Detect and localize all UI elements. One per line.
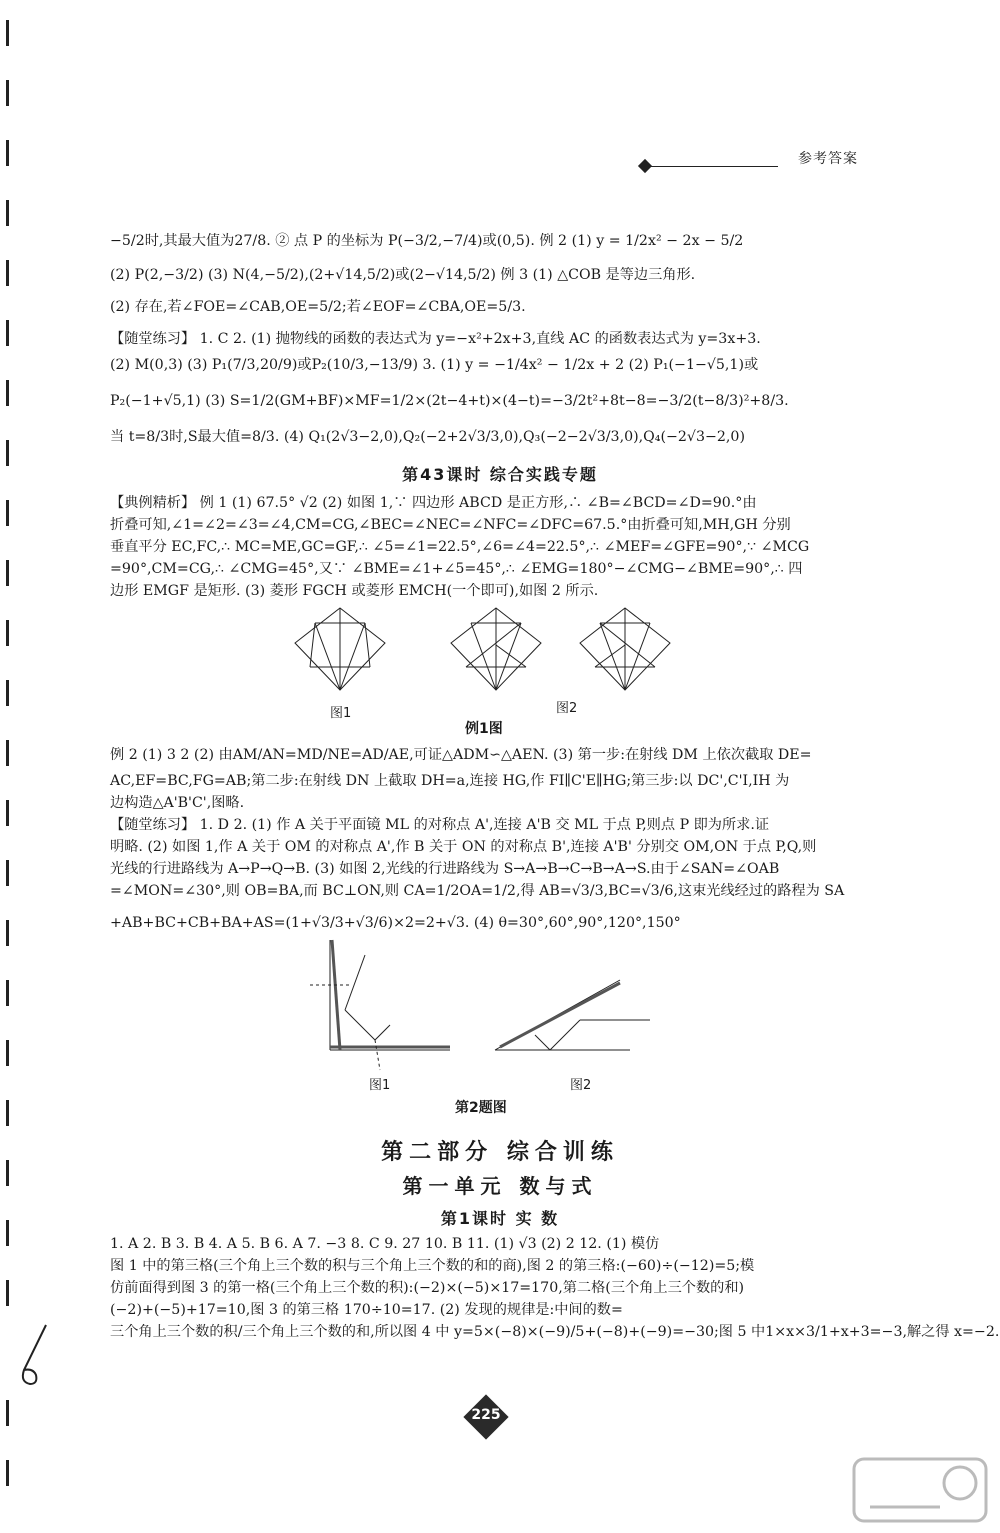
- text-line: 折叠可知,∠1=∠2=∠3=∠4,CM=CG,∠BEC=∠NEC=∠NFC=∠DFC=67.5.°由折叠可知,MH,GH 分别: [110, 517, 791, 533]
- example1-figure3: [580, 608, 670, 690]
- text-line: 例 2 (1) 3 2 (2) 由AM/AN=MD/NE=AD/AE,可证△ADM∽△AEN. (3) 第一步:在射线 DM 上依次截取 DE=: [110, 747, 812, 763]
- problem2-figure1: [310, 940, 450, 1070]
- text-line: 当 t=8/3时,S最大值=8/3. (4) Q₁(2√3−2,0),Q₂(−2+2√3/3,0),Q₃(−2−2√3/3,0),Q₄(−2√3−2,0): [110, 429, 745, 445]
- figure-caption: 图1: [369, 1078, 391, 1093]
- pen-mark: [16, 1320, 56, 1390]
- example1-figures: [280, 605, 680, 705]
- lesson-heading: 第43课时 综合实践专题: [402, 465, 598, 484]
- page-number-badge: [464, 1395, 508, 1439]
- text-line: 三个角上三个数的积/三个角上三个数的和,所以图 4 中 y=5×(−8)×(−9)/5+(−8)+(−9)=−30;图 5 中1×x×3/1+x+3=−3,解之得 x=−2.: [110, 1324, 1000, 1340]
- figure-title: 第2题图: [455, 1100, 507, 1116]
- text-line: =∠MON=∠30°,则 OB=BA,而 BC⊥ON,则 CA=1/2OA=1/2,得 AB=√3/3,BC=√3/6,这束光线经过的路程为 SA: [110, 883, 845, 899]
- example1-figure2: [451, 608, 541, 690]
- text-line: P₂(−1+√5,1) (3) S=1/2(GM+BF)×MF=1/2×(2t−4+t)×(4−t)=−3/2t²+8t−8=−3/2(t−8/3)²+8/3.: [110, 393, 789, 409]
- text-line: (−2)+(−5)+17=10,图 3 的第三格 170÷10=17. (2) 发现的规律是:中间的数=: [110, 1302, 623, 1318]
- text-line: 【随堂练习】 1. D 2. (1) 作 A 关于平面镜 ML 的对称点 A',连接 A'B 交 ML 于点 P,则点 P 即为所求.证: [110, 817, 770, 833]
- part-heading: 第二部分 综合训练: [381, 1140, 619, 1165]
- binding-edge: [6, 20, 14, 1520]
- text-line: +AB+BC+CB+BA+AS=(1+√3/3+√3/6)×2=2+√3. (4) θ=30°,60°,90°,120°,150°: [110, 915, 681, 931]
- text-line: (2) M(0,3) (3) P₁(7/3,20/9)或P₂(10/3,−13/9) 3. (1) y = −1/4x² − 1/2x + 2 (2) P₁(−1−√5,1)或: [110, 357, 759, 373]
- unit-heading: 第一单元 数与式: [402, 1174, 598, 1198]
- text-line: AC,EF=BC,FG=AB;第二步:在射线 DN 上截取 DH=a,连接 HG,作 FI∥C'E∥HG;第三步:以 DC',C'I,IH 为: [110, 773, 790, 789]
- text-line: (2) 存在,若∠FOE=∠CAB,OE=5/2;若∠EOF=∠CBA,OE=5/3.: [110, 299, 526, 315]
- text-line: −5/2时,其最大值为27/8. ② 点 P 的坐标为 P(−3/2,−7/4)或(0,5). 例 2 (1) y = 1/2x² − 2x − 5/2: [110, 233, 744, 249]
- text-line: 边形 EMGF 是矩形. (3) 菱形 FGCH 或菱形 EMCH(一个即可),如图 2 所示.: [110, 583, 599, 599]
- header-rule: [650, 166, 778, 167]
- problem2-figure2: [495, 980, 650, 1050]
- figure-title: 例1图: [465, 721, 503, 737]
- header-title: 参考答案: [798, 151, 858, 167]
- text-line: 仿前面得到图 3 的第一格(三个角上三个数的积):(−2)×(−5)×17=170,第二格(三个角上三个数的和): [110, 1280, 745, 1296]
- text-line: 【随堂练习】 1. C 2. (1) 抛物线的函数的表达式为 y=−x²+2x+3,直线 AC 的函数表达式为 y=3x+3.: [110, 331, 761, 347]
- figure-caption: 图2: [570, 1078, 592, 1093]
- figure-caption: 图1: [330, 706, 352, 721]
- page-number: 225: [471, 1407, 501, 1423]
- text-line: 垂直平分 EC,FC,∴ MC=ME,GC=GF,∴ ∠5=∠1=22.5°,∠6=∠4=22.5°,∴ ∠MEF=∠GFE=90°,∵ ∠MCG: [110, 539, 810, 555]
- problem2-figures: [310, 935, 660, 1080]
- text-line: 1. A 2. B 3. B 4. A 5. B 6. A 7. −3 8. C 9. 27 10. B 11. (1) √3 (2) 2 12. (1) 模仿: [110, 1236, 660, 1252]
- text-line: 【典例精析】 例 1 (1) 67.5° √2 (2) 如图 1,∵ 四边形 ABCD 是正方形,∴ ∠B=∠BCD=∠D=90.°由: [110, 495, 757, 511]
- site-watermark-logo: [850, 1455, 990, 1525]
- figure-caption: 图2: [556, 701, 578, 716]
- text-line: (2) P(2,−3/2) (3) N(4,−5/2),(2+√14,5/2)或(2−√14,5/2) 例 3 (1) △COB 是等边三角形.: [110, 267, 696, 283]
- text-line: 边构造△A'B'C',图略.: [110, 795, 245, 811]
- lesson-heading: 第1课时 实 数: [440, 1209, 560, 1228]
- text-line: 明略. (2) 如图 1,作 A 关于 OM 的对称点 A',作 B 关于 ON 的对称点 B',连接 A'B' 分别交 OM,ON 于点 P,Q,则: [110, 839, 817, 855]
- text-line: 光线的行进路线为 A→P→Q→B. (3) 如图 2,光线的行进路线为 S→A→B→C→B→A→S.由于∠SAN=∠OAB: [110, 861, 780, 877]
- text-line: =90°,CM=CG,∴ ∠CMG=45°,又∵ ∠BME=∠1+∠5=45°,∴ ∠EMG=180°−∠CMG−∠BME=90°,∴ 四: [110, 561, 803, 577]
- example1-figure1: [295, 608, 385, 690]
- text-line: 图 1 中的第三格(三个角上三个数的积与三个角上三个数的和的商),图 2 的第三格:(−60)÷(−12)=5;模: [110, 1258, 755, 1274]
- page-header: [640, 148, 858, 178]
